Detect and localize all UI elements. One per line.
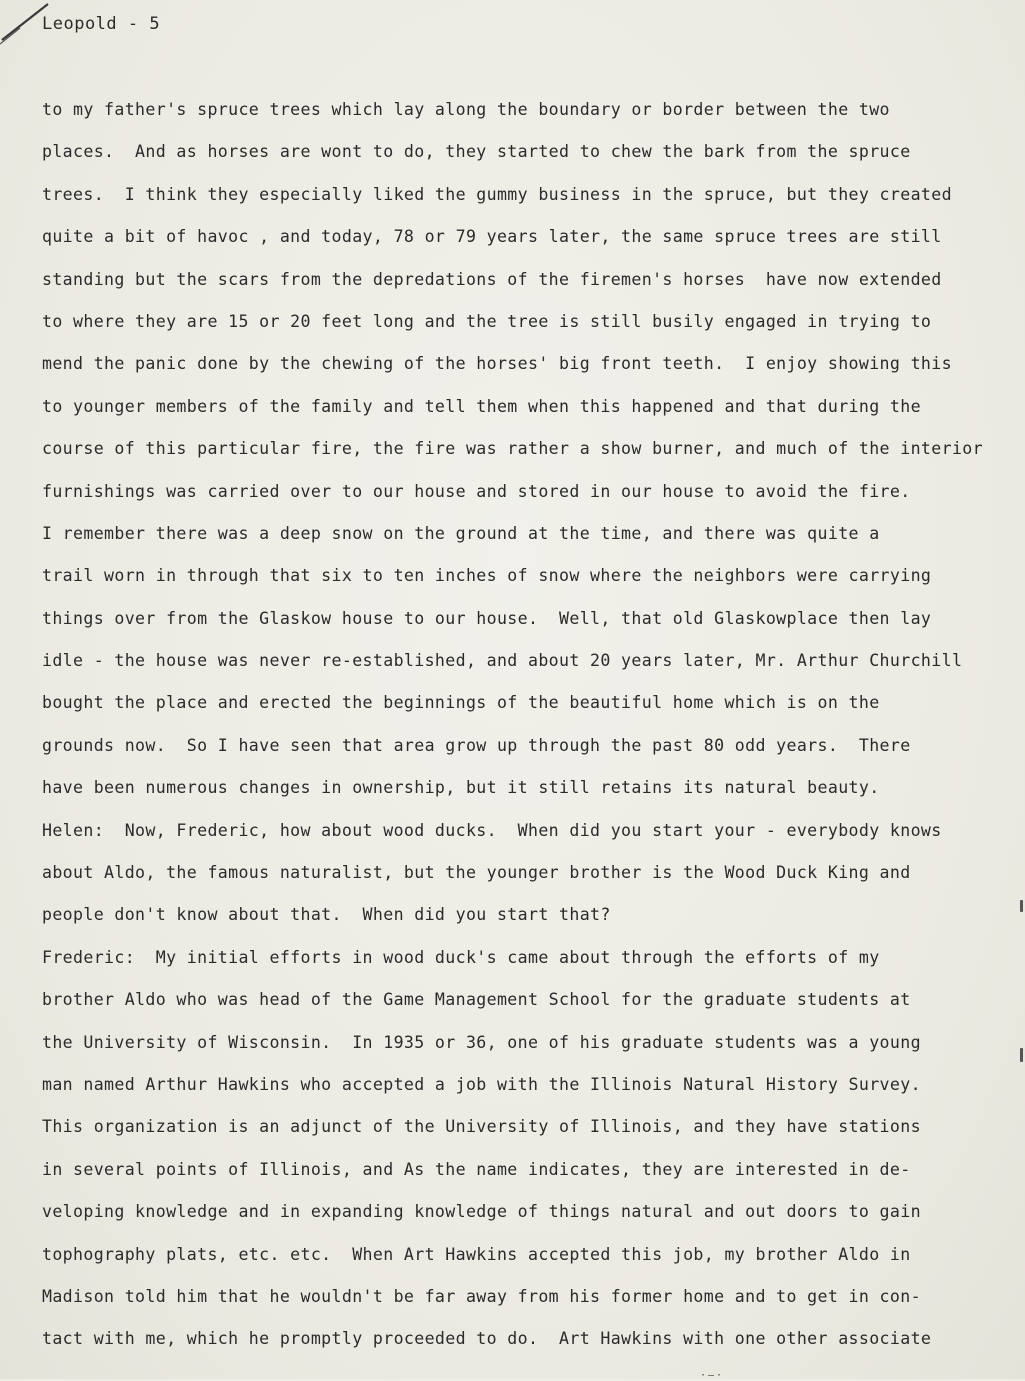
text-line: tact with me, which he promptly proceeded to do. Art Hawkins with one other associate (42, 1329, 932, 1349)
text-line: Helen: Now, Frederic, how about wood ducks. When did you start your - everybody knows (42, 820, 942, 840)
text-line: furnishings was carried over to our house and stored in our house to avoid the fire. (42, 481, 911, 501)
page-header: Leopold - 5 (42, 14, 161, 34)
text-line: things over from the Glaskow house to our house. Well, that old Glaskowplace then lay (42, 608, 932, 628)
text-line: places. And as horses are wont to do, they started to chew the bark from the spruce (42, 142, 911, 162)
text-line: brother Aldo who was head of the Game Management School for the graduate students at (42, 990, 911, 1010)
text-line: Madison told him that he wouldn't be far away from his former home and to get in con- (42, 1286, 921, 1306)
text-line: about Aldo, the famous naturalist, but the younger brother is the Wood Duck King and (42, 863, 911, 883)
text-line: bought the place and erected the beginnings of the beautiful home which is on the (42, 693, 880, 713)
text-line: in several points of Illinois, and As the name indicates, they are interested in de- (42, 1159, 911, 1179)
bottom-cut-off-text: ·—· (700, 1370, 725, 1381)
right-edge-mark (1020, 1048, 1023, 1062)
text-line: the University of Wisconsin. In 1935 or 36, one of his graduate students was a young (42, 1032, 921, 1052)
text-line: This organization is an adjunct of the University of Illinois, and they have stations (42, 1117, 921, 1137)
text-line: quite a bit of havoc , and today, 78 or 79 years later, the same spruce trees are still (42, 227, 942, 247)
text-line: to younger members of the family and tell them when this happened and that during the (42, 396, 921, 416)
text-line: trees. I think they especially liked the gummy business in the spruce, but they created (42, 184, 952, 204)
text-line: to my father's spruce trees which lay along the boundary or border between the two (42, 100, 890, 119)
text-line: I remember there was a deep snow on the ground at the time, and there was quite a (42, 523, 880, 543)
right-edge-mark (1020, 900, 1023, 912)
text-line: course of this particular fire, the fire was rather a show burner, and much of the interior (42, 439, 983, 459)
text-line: grounds now. So I have seen that area grow up through the past 80 odd years. There (42, 735, 911, 755)
text-line: standing but the scars from the depredations of the firemen's horses have now extended (42, 269, 942, 289)
text-line: tophography plats, etc. etc. When Art Hawkins accepted this job, my brother Aldo in (42, 1244, 911, 1264)
text-line: mend the panic done by the chewing of the horses' big front teeth. I enjoy showing this (42, 354, 952, 374)
text-line: Frederic: My initial efforts in wood duck's came about through the efforts of my (42, 947, 880, 967)
text-line: have been numerous changes in ownership, but it still retains its natural beauty. (42, 778, 880, 798)
text-line: to where they are 15 or 20 feet long and the tree is still busily engaged in trying to (42, 311, 932, 331)
text-line: veloping knowledge and in expanding knowledge of things natural and out doors to gain (42, 1202, 921, 1222)
typed-body-text (42, 98, 1002, 1370)
text-line: trail worn in through that six to ten inches of snow where the neighbors were carrying (42, 566, 932, 586)
text-line: man named Arthur Hawkins who accepted a job with the Illinois Natural History Survey. (42, 1074, 921, 1094)
text-line: idle - the house was never re-established, and about 20 years later, Mr. Arthur Churchill (42, 651, 963, 671)
text-line: people don't know about that. When did you start that? (42, 905, 611, 925)
